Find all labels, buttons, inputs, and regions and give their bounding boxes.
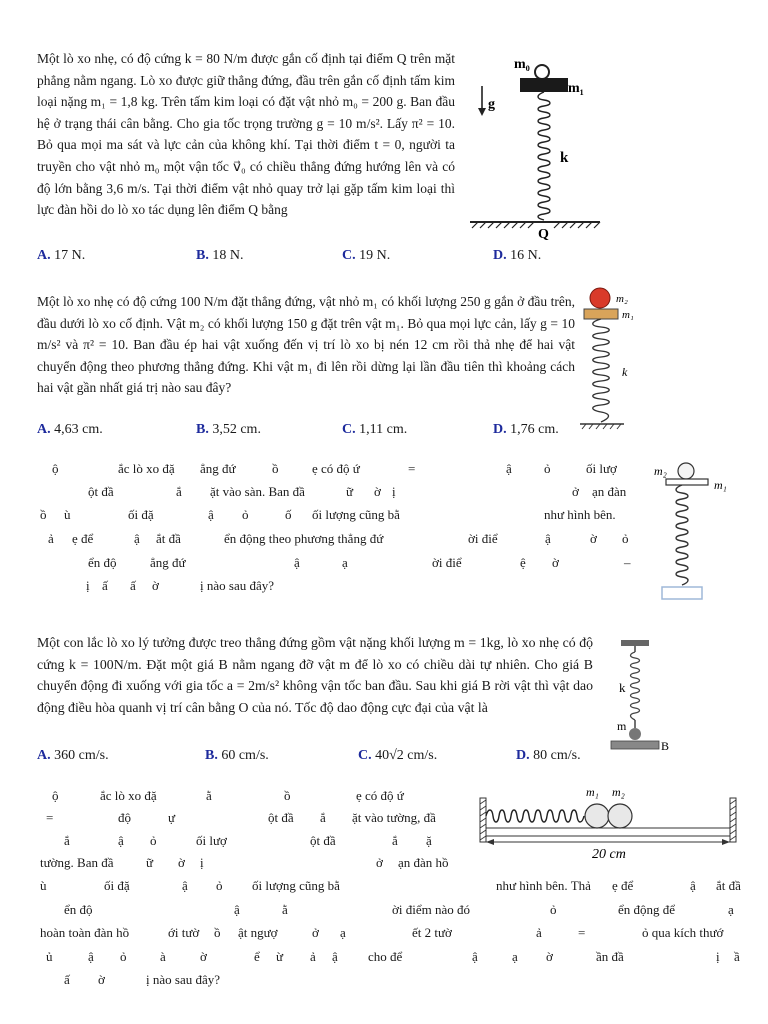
q5-frag: ậ bbox=[182, 878, 188, 893]
q3-frag: ối lượ bbox=[586, 461, 617, 476]
q5-frag: ạ bbox=[512, 949, 518, 964]
q5-m2-ball bbox=[608, 804, 632, 828]
q3-frag: ộ bbox=[52, 461, 59, 476]
q2-figure bbox=[580, 284, 660, 434]
q3-frag: ển động theo phương thẳng đứ bbox=[224, 531, 384, 546]
q4-answer-a[interactable]: A. 360 cm/s. bbox=[37, 748, 109, 763]
q5-frag: ối lượ bbox=[196, 833, 227, 848]
q3-frag: ữ bbox=[346, 484, 354, 499]
q5-frag: ộ bbox=[52, 788, 59, 803]
q5-frag: ắ bbox=[392, 833, 398, 848]
q3-frag: ối đặ bbox=[128, 507, 154, 522]
q3-frag: ển độ bbox=[88, 555, 117, 570]
q5-frag: ậ bbox=[88, 949, 94, 964]
q2-answer-a[interactable]: A. 4,63 cm. bbox=[37, 422, 103, 437]
q5-frag: ậ bbox=[472, 949, 478, 964]
q5-frag: ật ngượ bbox=[238, 925, 278, 940]
q2-m2-ball bbox=[590, 288, 610, 308]
q4-text: Một con lắc lò xo lý tưởng được treo thẳng đứng gồm vật nặng khối lượng m = 1kg, lò xo nhẹ có độ cứng k = 100N/m. Đặt một giá B nằm ngang đỡ vật m để lò xo có chiều dài tự nhiên. Cho giá B chuyển động đi xuống với gia tốc a = 2m/s² không vận tốc ban đầu. Sau khi giá B rời vật thì vật dao động điều hòa quanh vị trí cân bằng O của nó. Tốc độ dao động cực đại của vật là bbox=[37, 635, 593, 715]
q3-frag: ẳng đứ bbox=[150, 555, 186, 570]
q5-floor bbox=[486, 828, 730, 836]
q3-frag: = bbox=[408, 461, 416, 476]
q4-support-b bbox=[611, 741, 659, 749]
q3-frag: ắc lò xo đặ bbox=[118, 461, 175, 476]
q3-frag: ột đầ bbox=[88, 484, 114, 499]
q1-m1-label: m₁ bbox=[568, 81, 584, 96]
q5-frag: ối lượng cũng bằ bbox=[252, 878, 340, 893]
q3-frag: ù bbox=[64, 507, 71, 522]
q5-frag: à bbox=[160, 949, 166, 964]
q3-frag: ẹ để bbox=[72, 531, 94, 546]
q3-frag: ờ bbox=[590, 531, 597, 546]
q2-spring bbox=[593, 319, 610, 422]
q3-frag: ắt đầ bbox=[156, 531, 181, 546]
q2-k-label: k bbox=[622, 365, 628, 379]
q3-frag: ỏ bbox=[544, 461, 551, 476]
q3-frag: ắ bbox=[176, 484, 182, 499]
q5-figure bbox=[474, 780, 744, 862]
q5-frag: = bbox=[578, 925, 586, 940]
q3-frag: ỏ bbox=[242, 507, 249, 522]
q5-frag: ắ bbox=[64, 833, 70, 848]
q5-frag: ữ bbox=[146, 855, 154, 870]
q5-frag: ị bbox=[200, 855, 204, 870]
q1-answer-c[interactable]: C. 19 N. bbox=[342, 248, 391, 263]
q5-frag: ờ bbox=[98, 972, 105, 987]
q4-b-label: B bbox=[661, 739, 670, 753]
q3-frag: – bbox=[624, 555, 631, 570]
q2-plate-m1 bbox=[584, 309, 618, 319]
q5-frag: ằ bbox=[282, 902, 288, 917]
q3-m1-label: m₁ bbox=[714, 478, 727, 492]
q5-m1-ball bbox=[585, 804, 609, 828]
q3-frag: ậ bbox=[545, 531, 551, 546]
q3-frag: ệ bbox=[520, 555, 526, 570]
q5-frag: ối đặ bbox=[104, 878, 130, 893]
q3-frag: ậ bbox=[506, 461, 512, 476]
q1-q-label: Q bbox=[538, 227, 549, 242]
q5-frag: ở bbox=[376, 855, 383, 870]
q3-plate-m1 bbox=[666, 479, 708, 485]
q4-spring bbox=[631, 652, 640, 720]
q4-k-label: k bbox=[619, 680, 626, 695]
q2-m1-label: m₁ bbox=[622, 309, 634, 321]
q4-answer-b[interactable]: B. 60 cm/s. bbox=[205, 748, 269, 763]
q2-answer-d[interactable]: D. 1,76 cm. bbox=[493, 422, 559, 437]
q3-m2-label: m₂ bbox=[654, 464, 667, 478]
q5-frag: ần đầ bbox=[596, 949, 624, 964]
q3-frag: ời điể bbox=[468, 531, 498, 546]
q5-frag: hoàn toàn đàn hồ bbox=[40, 925, 130, 940]
q3-frag: ị nào sau đây? bbox=[200, 578, 275, 593]
q5-frag: ả bbox=[310, 949, 316, 964]
q5-frag: ột đầ bbox=[310, 833, 336, 848]
q4-mass-ball bbox=[629, 728, 641, 740]
q1-m0-label: m₀ bbox=[514, 57, 530, 72]
q5-frag: ù bbox=[40, 878, 47, 893]
q2-text: Một lò xo nhẹ có độ cứng 100 N/m đặt thẳng đứng, vật nhỏ m₁ có khối lượng 250 g gắn ở đầu trên, đầu dưới lò xo cố định. Vật m₂ có khối lượng 150 g đặt trên vật m₁. Bỏ qua mọi lực cản, lấy g = 10 m/s² và π² = 10. Ban đầu ép hai vật xuống đến vị trí lò xo bị nén 12 cm rồi thả nhẹ để hai vật chuyển động theo phương thẳng đứng. Khi vật m₁ đi lên rồi dừng lại lần đầu tiên thì khoảng cách hai vật gần nhất giá trị nào sau đây? bbox=[37, 294, 575, 396]
q5-frag: ủ bbox=[46, 949, 53, 964]
q3-frag: ẹ có độ ứ bbox=[312, 461, 360, 476]
q5-frag: ặt vào tường, đầ bbox=[352, 810, 436, 825]
q5-frag: ặ bbox=[426, 833, 432, 848]
q5-frag: độ bbox=[118, 810, 131, 825]
q1-plate-m1 bbox=[520, 78, 568, 92]
q3-m2-ball bbox=[678, 463, 694, 479]
q3-frag: ẳng đứ bbox=[200, 461, 236, 476]
q5-frag: ồ bbox=[284, 788, 291, 803]
q1-g-label: g bbox=[488, 97, 495, 112]
q5-frag: ị nào sau đây? bbox=[146, 972, 221, 987]
q3-frag: ị bbox=[86, 578, 90, 593]
q5-frag: ầ bbox=[734, 949, 740, 964]
q5-distance-label: 20 cm bbox=[592, 847, 626, 862]
q5-frag: ằ bbox=[206, 788, 212, 803]
q3-frag: ấ bbox=[102, 578, 108, 593]
q3-frag: ồ bbox=[40, 507, 47, 522]
q5-frag: ấ bbox=[64, 972, 70, 987]
q1-answer-b[interactable]: B. 18 N. bbox=[196, 248, 244, 263]
q5-frag: ỏ bbox=[120, 949, 127, 964]
q4-answer-d[interactable]: D. 80 cm/s. bbox=[516, 748, 581, 763]
q3-frag: ở bbox=[572, 484, 579, 499]
q5-frag: ển độ bbox=[64, 902, 93, 917]
q3-frag: ặt vào sàn. Ban đầ bbox=[210, 484, 305, 499]
q1-m0-ball bbox=[535, 65, 549, 79]
q1-answer-a[interactable]: A. 17 N. bbox=[37, 248, 86, 263]
q5-frag: ắc lò xo đặ bbox=[100, 788, 157, 803]
q3-frag: ố bbox=[285, 507, 292, 522]
q5-m2-label: m₂ bbox=[612, 785, 625, 799]
q3-base bbox=[662, 587, 702, 599]
q5-frag: ỏ bbox=[550, 902, 557, 917]
q5-frag: ậ bbox=[690, 878, 696, 893]
q3-frag: ạn đàn bbox=[592, 484, 627, 499]
q5-frag: ả bbox=[536, 925, 542, 940]
q5-frag: ồ bbox=[214, 925, 221, 940]
q3-frag: ờ bbox=[552, 555, 559, 570]
q1-figure bbox=[462, 50, 602, 245]
q5-frag: = bbox=[46, 810, 54, 825]
q1-text: Một lò xo nhẹ, có độ cứng k = 80 N/m được gắn cố định tại điểm Q trên mặt phẳng nằm ngang. Lò xo được giữ thẳng đứng, đầu trên gắn cố định tấm kim loại nặng m₁ = 1,8 kg. Trên tấm kim loại có đặt vật nhỏ m₀ = 200 g. Ban đầu hệ ở trạng thái cân bằng. Cho gia tốc trọng trường g = 10 m/s². Lấy π² = 10. Bỏ qua mọi ma sát và lực cản của không khí. Tại thời điểm t = 0, người ta truyền cho vật nhỏ m₀ một vận tốc v⃗₀ có chiều thẳng đứng hướng lên và có độ lớn bằng 3,6 m/s. Tại thời điểm vật nhỏ quay trở lại gặp tấm kim loại thì lực đàn hồi do lò xo tác dụng lên điểm Q bằng bbox=[37, 51, 455, 218]
q5-frag: ột đầ bbox=[268, 810, 294, 825]
q5-spring bbox=[486, 810, 584, 822]
q5-frag: như hình bên. Thả bbox=[496, 878, 591, 893]
q4-figure bbox=[605, 638, 675, 756]
q5-frag: ạ bbox=[728, 902, 734, 917]
q3-frag: ậ bbox=[294, 555, 300, 570]
q5-frag: ển động để bbox=[618, 902, 676, 917]
q5-frag: ắt đầ bbox=[716, 878, 741, 893]
q3-frag: ậ bbox=[208, 507, 214, 522]
q5-frag: ết 2 tườ bbox=[412, 925, 452, 940]
q2-answer-c[interactable]: C. 1,11 cm. bbox=[342, 422, 408, 437]
q5-frag: ắ bbox=[320, 810, 326, 825]
q5-m1-label: m₁ bbox=[586, 785, 599, 799]
q3-spring bbox=[676, 485, 688, 585]
q3-frag: ả bbox=[48, 531, 54, 546]
q5-frag: ỏ bbox=[150, 833, 157, 848]
q3-frag: ạ bbox=[342, 555, 348, 570]
q3-frag: ấ bbox=[130, 578, 136, 593]
q5-frag: tường. Ban đầ bbox=[40, 855, 114, 870]
q5-frag: ờ bbox=[200, 949, 207, 964]
q3-frag: ối lượng cũng bằ bbox=[312, 507, 400, 522]
q3-frag: ồ bbox=[272, 461, 279, 476]
q1-spring bbox=[538, 92, 550, 220]
q5-frag: ạ bbox=[340, 925, 346, 940]
q4-answer-c[interactable]: C. 40√2 cm/s. bbox=[358, 748, 438, 763]
q2-answer-b[interactable]: B. 3,52 cm. bbox=[196, 422, 261, 437]
q5-frag: cho để bbox=[368, 949, 403, 964]
q1-k-label: k bbox=[560, 150, 569, 166]
q5-frag: ể bbox=[254, 949, 260, 964]
q5-frag: ờ bbox=[546, 949, 553, 964]
q5-frag: ỏ bbox=[216, 878, 223, 893]
q5-frag: ị bbox=[716, 949, 720, 964]
q3-frag: ời điể bbox=[432, 555, 462, 570]
q5-frag: ậ bbox=[118, 833, 124, 848]
q3-frag: ậ bbox=[134, 531, 140, 546]
q5-frag: ậ bbox=[332, 949, 338, 964]
q5-frag: ờ bbox=[178, 855, 185, 870]
q5-frag: ậ bbox=[234, 902, 240, 917]
q3-frag: ờ bbox=[374, 484, 381, 499]
q5-frag: ời điểm nào đó bbox=[392, 902, 470, 917]
q5-frag: ừ bbox=[276, 949, 284, 964]
q5-frag: ở bbox=[312, 925, 319, 940]
q5-frag: ạn đàn hồ bbox=[398, 855, 449, 870]
q5-frag: ẹ để bbox=[612, 878, 634, 893]
q4-m-label: m bbox=[617, 719, 627, 733]
q1-answer-d[interactable]: D. 16 N. bbox=[493, 248, 542, 263]
q3-frag: như hình bên. bbox=[544, 507, 616, 522]
q5-frag: ới tườ bbox=[168, 925, 200, 940]
q4-ceiling bbox=[621, 640, 649, 646]
q5-frag: ẹ có độ ứ bbox=[356, 788, 404, 803]
q5-frag: ỏ qua kích thướ bbox=[642, 925, 724, 940]
q3-frag: ờ bbox=[152, 578, 159, 593]
q2-m2-label: m₂ bbox=[616, 293, 628, 305]
q3-figure bbox=[650, 457, 750, 605]
q3-frag: ị bbox=[392, 484, 396, 499]
q5-frag: ự bbox=[168, 810, 176, 825]
q3-frag: ỏ bbox=[622, 531, 629, 546]
